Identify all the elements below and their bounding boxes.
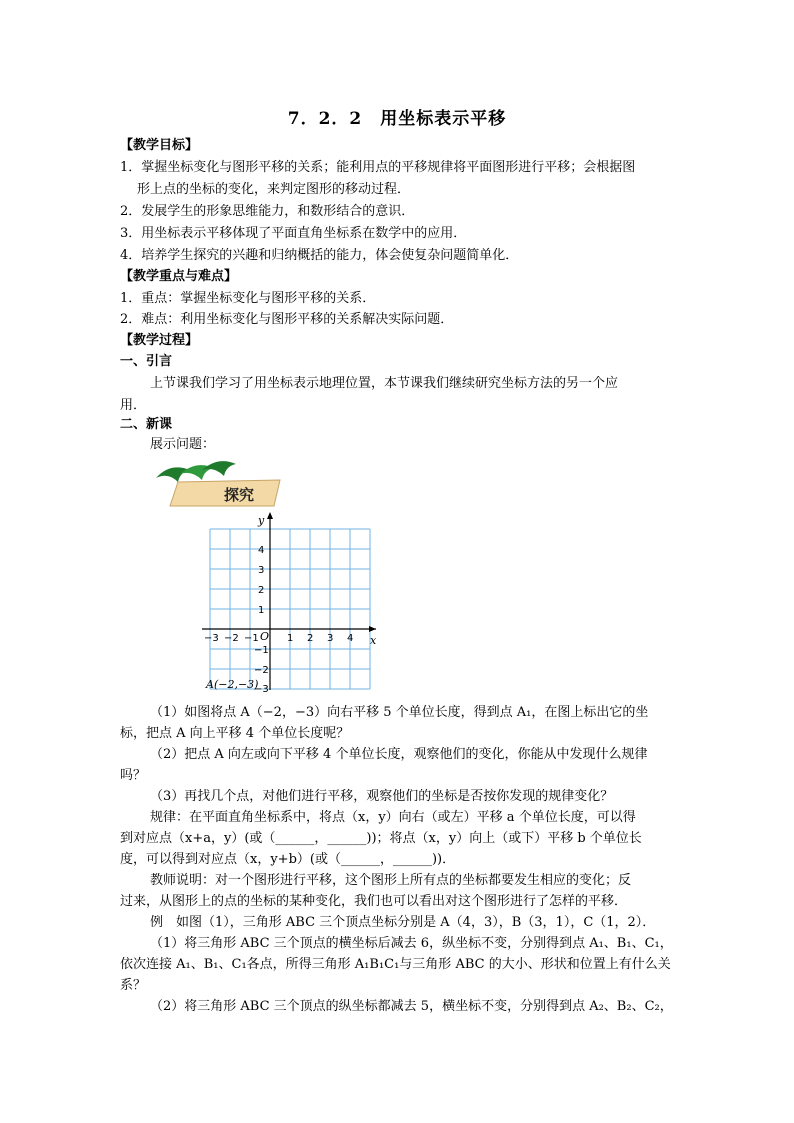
x-tick: −3 — [204, 633, 219, 644]
focus-header: 【教学重点与难点】 — [120, 269, 238, 284]
new-lesson-header: 二、新课 — [120, 417, 173, 432]
y-tick: 1 — [258, 605, 265, 616]
teacher-note-line: 教师说明：对一个图形进行平移，这个图形上所有点的坐标都要发生相应的变化；反 — [150, 873, 632, 888]
x-tick: 1 — [287, 633, 294, 644]
intro-header: 一、引言 — [120, 354, 173, 369]
teacher-note-line: 过来，从图形上的点的坐标的某种变化，我们也可以看出对这个图形进行了怎样的平移． — [120, 894, 628, 909]
example-line: （1）将三角形 ABC 三个顶点的横坐标后减去 6，纵坐标不变，分别得到点 A₁、B₁、C₁， — [150, 936, 673, 951]
intro-line: 用． — [120, 398, 147, 413]
y-tick: 3 — [258, 565, 265, 576]
goal-item: 3．用坐标表示平移体现了平面直角坐标系在数学中的应用． — [120, 226, 467, 241]
x-axis-label: x — [370, 634, 377, 647]
question-line: （3）再找几个点，对他们进行平移，观察他们的坐标是否按你发现的规律变化？ — [150, 789, 614, 804]
focus-item: 2．难点：利用坐标变化与图形平移的关系解决实际问题． — [120, 312, 454, 327]
coordinate-figure — [150, 456, 380, 696]
goal-item: 形上点的坐标的变化，来判定图形的移动过程． — [137, 182, 411, 197]
x-tick: −1 — [244, 633, 259, 644]
question-line: 标，把点 A 向上平移 4 个单位长度呢？ — [120, 726, 350, 741]
goal-item: 2．发展学生的形象思维能力，和数形结合的意识． — [120, 204, 415, 219]
example-line: 例 如图（1），三角形 ABC 三个顶点坐标分别是 A（4，3），B（3，1），C（1，2）． — [150, 915, 656, 930]
rule-line: 度，可以得到对应点（x，y+b）(或（______，______))． — [120, 852, 456, 867]
y-tick: 4 — [258, 545, 265, 556]
coordinate-grid — [200, 508, 380, 698]
example-line: 依次连接 A₁、B₁、C₁各点，所得三角形 A₁B₁C₁与三角形 ABC 的大小、形状和位置上有什么关 — [120, 957, 671, 972]
y-tick: −2 — [254, 665, 269, 676]
question-line: （1）如图将点 A（−2，−3）向右平移 5 个单位长度，得到点 A₁，在图上标出它的坐 — [150, 705, 649, 720]
x-tick: 4 — [347, 633, 354, 644]
question-line: （2）把点 A 向左或向下平移 4 个单位长度，观察他们的变化，你能从中发现什么规律 — [150, 747, 648, 762]
example-line: （2）将三角形 ABC 三个顶点的纵坐标都减去 5，横坐标不变，分别得到点 A₂、B₂、C₂， — [150, 999, 673, 1014]
y-tick: −1 — [254, 645, 269, 656]
goals-header: 【教学目标】 — [120, 138, 199, 153]
tanjiu-badge-icon — [150, 456, 290, 508]
intro-line: 上节课我们学习了用坐标表示地理位置，本节课我们继续研究坐标方法的另一个应 — [150, 376, 619, 391]
badge-text: 探究 — [224, 486, 255, 504]
y-axis-label: y — [258, 514, 265, 527]
show-problem-label: 展示问题： — [150, 437, 216, 452]
goal-item: 4．培养学生探究的兴趣和归纳概括的能力，体会使复杂问题简单化． — [120, 248, 519, 263]
x-tick: 2 — [307, 633, 314, 644]
point-a-label: A(−2,−3) — [206, 678, 259, 691]
x-tick: 3 — [327, 633, 334, 644]
x-tick: −2 — [224, 633, 239, 644]
origin-label: O — [260, 630, 270, 643]
process-header: 【教学过程】 — [120, 333, 199, 348]
goal-item: 1．掌握坐标变化与图形平移的关系；能利用点的平移规律将平面图形进行平移；会根据图 — [120, 160, 636, 175]
page-title: 7．2．2 用坐标表示平移 — [287, 109, 507, 129]
focus-item: 1．重点：掌握坐标变化与图形平移的关系． — [120, 291, 376, 306]
question-line: 吗？ — [120, 768, 147, 783]
example-line: 系？ — [120, 978, 147, 993]
rule-line: 规律：在平面直角坐标系中，将点（x，y）向右（或左）平移 a 个单位长度，可以得 — [150, 810, 636, 825]
y-tick: −3 — [254, 684, 269, 695]
y-tick: 2 — [258, 585, 265, 596]
rule-line: 到对应点（x+a，y）(或（______，______))；将点（x，y）向上（或下）平移 b 个单位长 — [120, 831, 642, 846]
